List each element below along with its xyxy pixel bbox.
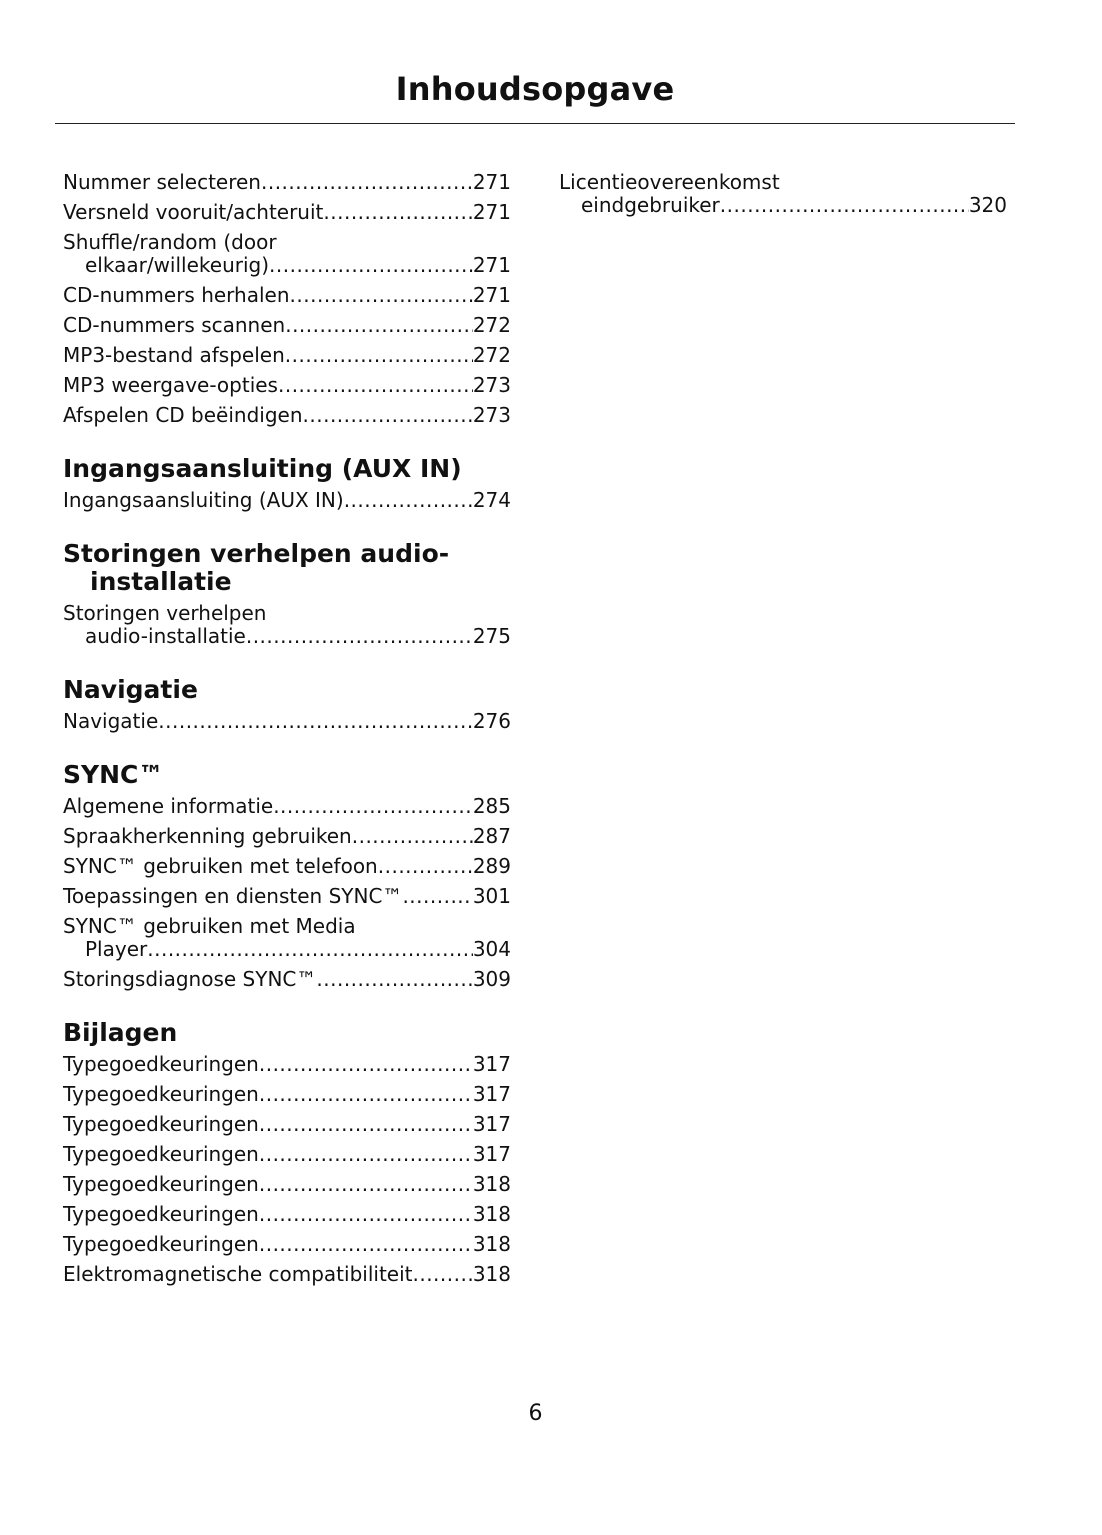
dot-leader (402, 885, 472, 908)
toc-entry-page-number: 276 (472, 709, 511, 733)
toc-entry-row (63, 825, 511, 848)
toc-entry-page-number: 317 (472, 1142, 511, 1166)
toc-entry-row (63, 1083, 511, 1106)
toc-entry[interactable] (63, 825, 511, 848)
toc-entry-label: Toepassingen en diensten SYNC™ (63, 884, 403, 908)
toc-entry-page-number: 318 (472, 1232, 511, 1256)
toc-entry-label: SYNC™ gebruiken met telefoon (63, 854, 378, 878)
page-title: Inhoudsopgave (395, 70, 675, 108)
toc-entry-row (63, 284, 511, 307)
toc-entry[interactable] (63, 1203, 511, 1226)
toc-entry-label: Spraakherkenning gebruiken (63, 824, 352, 848)
dot-leader (316, 968, 472, 991)
toc-entry[interactable] (63, 1233, 511, 1256)
dot-leader (344, 489, 473, 512)
toc-list (63, 1053, 511, 1286)
toc-entry-page-number: 271 (472, 283, 511, 307)
toc-entry[interactable] (63, 171, 511, 194)
title-divider (55, 123, 1015, 124)
toc-entry-page-number: 273 (472, 373, 511, 397)
dot-leader (285, 344, 473, 367)
toc-entry-page-number: 272 (472, 313, 511, 337)
toc-entry[interactable] (63, 885, 511, 908)
dot-leader (412, 1263, 472, 1286)
dot-leader (269, 254, 473, 277)
toc-entry-label: Versneld vooruit/achteruit (63, 200, 324, 224)
toc-entry[interactable] (63, 968, 511, 991)
toc-entry-label-line1: SYNC™ gebruiken met Media (63, 914, 356, 938)
toc-right-column (559, 171, 1007, 224)
toc-entry-label: Afspelen CD beëindigen (63, 403, 303, 427)
toc-entry-label-line1: Licentieovereenkomst (559, 170, 780, 194)
toc-entry-label: Typegoedkeuringen (63, 1112, 259, 1136)
toc-entry-row (63, 1203, 511, 1226)
toc-entry[interactable] (63, 1083, 511, 1106)
toc-entry-row (559, 194, 1007, 217)
toc-entry[interactable] (63, 201, 511, 224)
dot-leader (720, 194, 969, 217)
dot-leader (352, 825, 473, 848)
toc-entry-page-number: 320 (968, 193, 1007, 217)
toc-entry-page-number: 274 (472, 488, 511, 512)
dot-leader (259, 1053, 473, 1076)
dot-leader (259, 1083, 473, 1106)
toc-entry-page-number: 317 (472, 1082, 511, 1106)
dot-leader (246, 625, 473, 648)
toc-entry-label: Ingangsaansluiting (AUX IN) (63, 488, 344, 512)
toc-entry-row (63, 404, 511, 427)
toc-entry-row (63, 201, 511, 224)
toc-entry[interactable] (63, 855, 511, 878)
toc-entry-label: Typegoedkeuringen (63, 1082, 259, 1106)
toc-entry-row (63, 625, 511, 648)
toc-entry-page-number: 272 (472, 343, 511, 367)
toc-entry[interactable] (63, 344, 511, 367)
dot-leader (303, 404, 473, 427)
toc-entry-row (63, 1173, 511, 1196)
dot-leader (278, 374, 473, 397)
toc-entry-page-number: 317 (472, 1052, 511, 1076)
toc-entry-label: Nummer selecteren (63, 170, 261, 194)
toc-list (63, 795, 511, 991)
toc-entry-page-number: 318 (472, 1172, 511, 1196)
dot-leader (273, 795, 473, 818)
toc-entry[interactable] (63, 404, 511, 427)
dot-leader (158, 710, 473, 733)
section-title-audio: Storingen verhelpen audio-installatie (63, 539, 450, 596)
toc-entry-label: Algemene informatie (63, 794, 274, 818)
dot-leader (259, 1173, 473, 1196)
dot-leader (378, 855, 473, 878)
dot-leader (147, 938, 473, 961)
toc-entry-row (63, 1263, 511, 1286)
toc-entry[interactable] (63, 915, 511, 961)
toc-entry-label: elkaar/willekeurig) (85, 253, 270, 277)
toc-entry-row (63, 1113, 511, 1136)
toc-entry-row (63, 1143, 511, 1166)
toc-entry-label: MP3-bestand afspelen (63, 343, 285, 367)
section-title-navigatie: Navigatie (63, 675, 198, 704)
toc-entry-label: Player (85, 937, 148, 961)
toc-entry-label: CD-nummers herhalen (63, 283, 290, 307)
toc-entry-page-number: 301 (472, 884, 511, 908)
toc-entry-label: Storingsdiagnose SYNC™ (63, 967, 317, 991)
toc-entry-row (63, 171, 511, 194)
toc-entry-row (63, 710, 511, 733)
page-number: 6 (528, 1401, 543, 1426)
toc-entry-page-number: 317 (472, 1112, 511, 1136)
toc-list (63, 489, 511, 512)
toc-entry[interactable] (63, 1053, 511, 1076)
toc-entry-label: Typegoedkeuringen (63, 1052, 259, 1076)
toc-entry[interactable] (63, 1263, 511, 1286)
section-title-aux: Ingangsaansluiting (AUX IN) (63, 454, 462, 483)
dot-leader (259, 1203, 473, 1226)
section-title-sync: SYNC™ (63, 760, 164, 789)
toc-list (63, 602, 511, 648)
toc-entry[interactable] (63, 374, 511, 397)
toc-entry-row (63, 855, 511, 878)
toc-entry-row (63, 1233, 511, 1256)
toc-list (559, 171, 1007, 217)
dot-leader (259, 1143, 473, 1166)
toc-entry-label: eindgebruiker (581, 193, 720, 217)
toc-entry-row (63, 938, 511, 961)
toc-entry[interactable] (63, 602, 511, 648)
toc-entry-label: Navigatie (63, 709, 159, 733)
toc-entry-row (63, 254, 511, 277)
dot-leader (259, 1113, 473, 1136)
toc-entry-label: MP3 weergave-opties (63, 373, 278, 397)
dot-leader (259, 1233, 473, 1256)
toc-list (63, 710, 511, 733)
toc-entry-label-line1: Shuffle/random (door (63, 230, 277, 254)
dot-leader (261, 171, 473, 194)
toc-entry-label-line1: Storingen verhelpen (63, 601, 267, 625)
toc-entry-row (63, 489, 511, 512)
toc-entry-label: Typegoedkeuringen (63, 1232, 259, 1256)
toc-entry-page-number: 289 (472, 854, 511, 878)
toc-entry[interactable] (63, 795, 511, 818)
toc-entry[interactable] (63, 489, 511, 512)
toc-entry[interactable] (63, 284, 511, 307)
toc-entry-row (63, 795, 511, 818)
toc-entry-label: Typegoedkeuringen (63, 1142, 259, 1166)
toc-list (63, 171, 511, 427)
toc-entry-page-number: 287 (472, 824, 511, 848)
toc-entry-page-number: 309 (472, 967, 511, 991)
toc-entry-page-number: 271 (472, 253, 511, 277)
toc-entry-page-number: 304 (472, 937, 511, 961)
dot-leader (290, 284, 473, 307)
toc-entry-page-number: 318 (472, 1202, 511, 1226)
toc-entry[interactable] (559, 171, 1007, 217)
toc-entry-label: CD-nummers scannen (63, 313, 286, 337)
toc-entry-row (63, 885, 511, 908)
section-title-bijlagen: Bijlagen (63, 1018, 178, 1047)
toc-entry[interactable] (63, 1143, 511, 1166)
toc-left-column (63, 171, 511, 1293)
toc-entry[interactable] (63, 231, 511, 277)
toc-entry[interactable] (63, 314, 511, 337)
toc-entry-page-number: 273 (472, 403, 511, 427)
toc-entry-label: Typegoedkeuringen (63, 1202, 259, 1226)
toc-entry-label: Typegoedkeuringen (63, 1172, 259, 1196)
toc-entry-page-number: 271 (472, 200, 511, 224)
toc-entry[interactable] (63, 710, 511, 733)
toc-entry-row (63, 314, 511, 337)
toc-entry-row (63, 1053, 511, 1076)
toc-entry-page-number: 285 (472, 794, 511, 818)
toc-entry-row (63, 968, 511, 991)
toc-entry[interactable] (63, 1113, 511, 1136)
toc-entry[interactable] (63, 1173, 511, 1196)
dot-leader (323, 201, 472, 224)
toc-entry-row (63, 344, 511, 367)
toc-entry-row (63, 374, 511, 397)
toc-entry-label: Elektromagnetische compatibiliteit (63, 1262, 413, 1286)
toc-entry-page-number: 318 (472, 1262, 511, 1286)
toc-entry-page-number: 271 (472, 170, 511, 194)
toc-entry-page-number: 275 (472, 624, 511, 648)
dot-leader (285, 314, 473, 337)
toc-entry-label: audio-installatie (85, 624, 246, 648)
